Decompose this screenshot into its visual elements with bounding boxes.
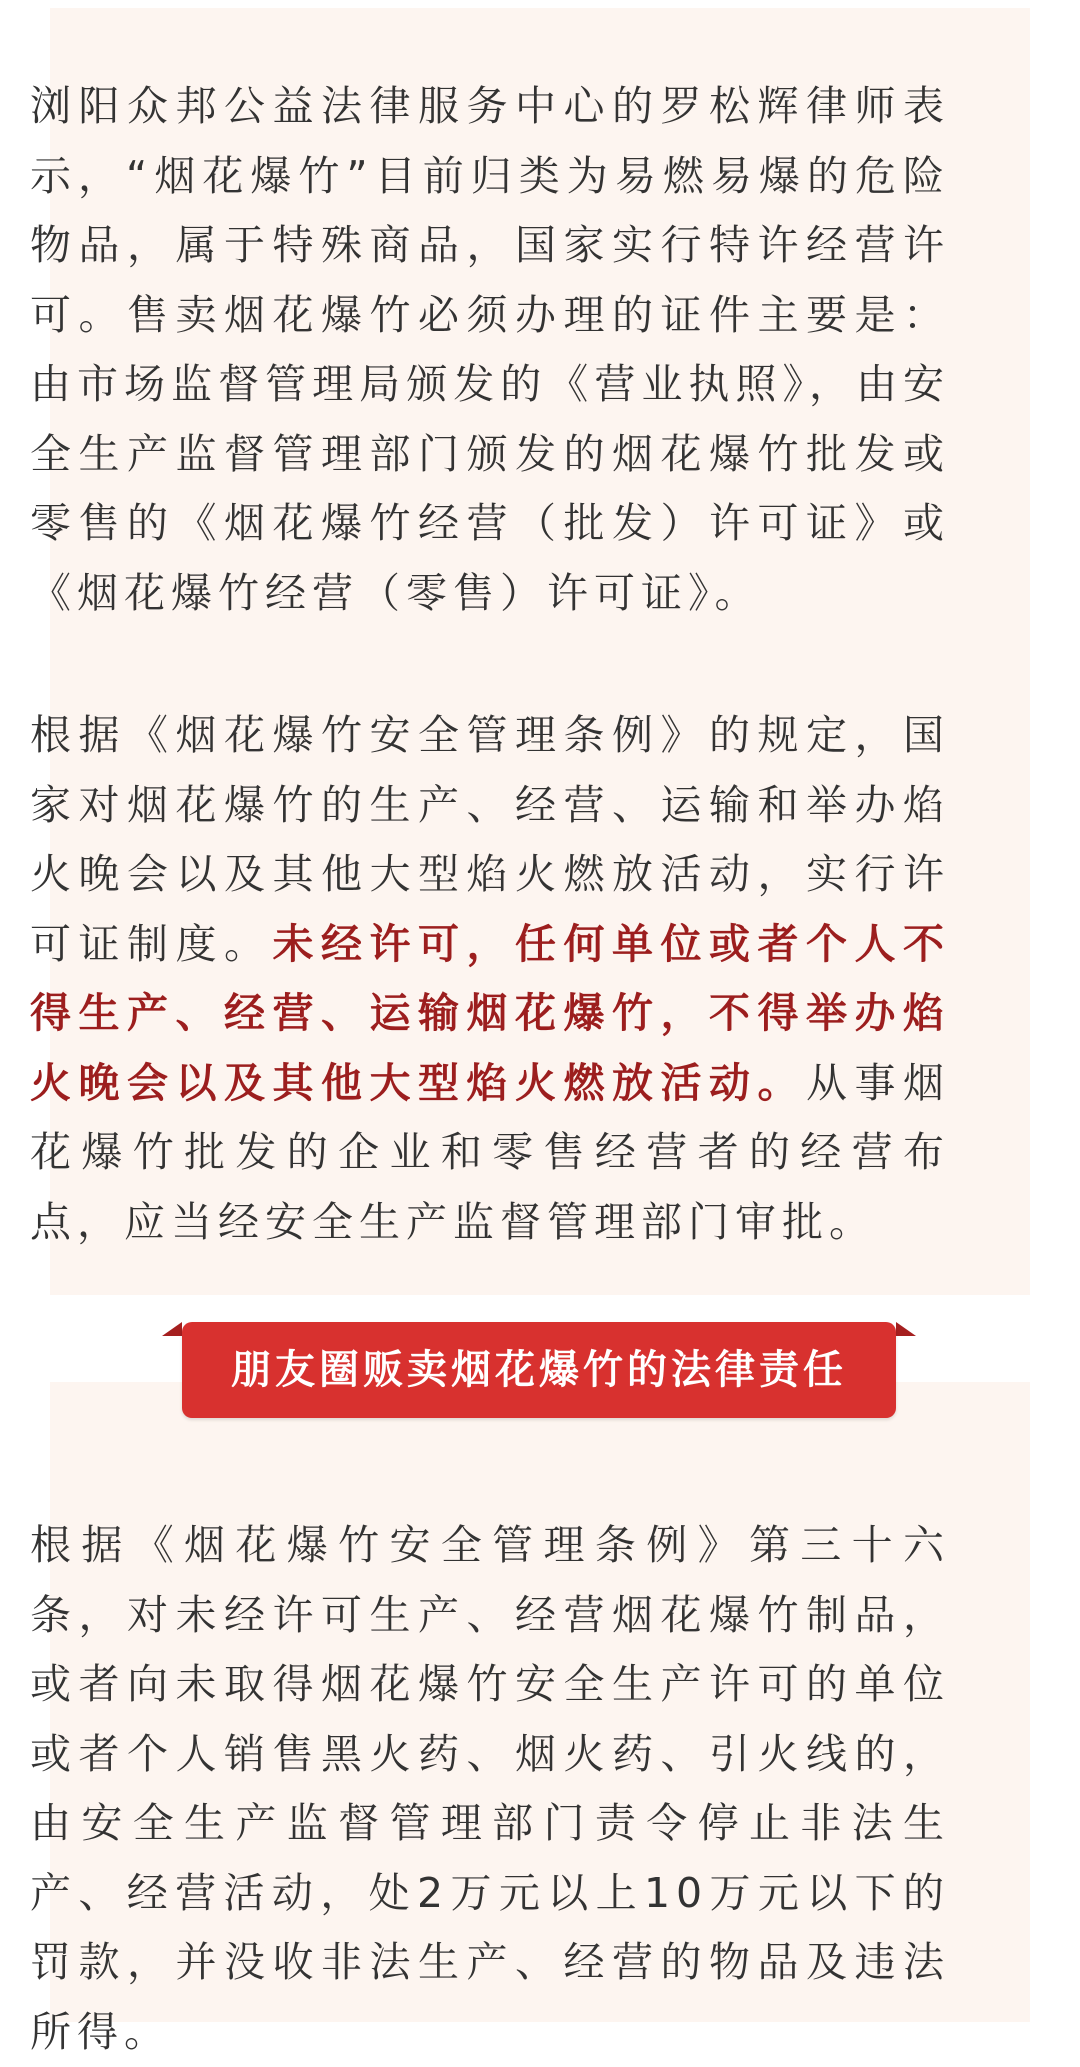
regulation-intro-text: 根据《烟花爆竹安全管理条例》的规定，国家对烟花爆竹的生产、经营、运输和举办焰火晚会以及其他大型焰火燃放活动，实行许可证制度。: [30, 711, 950, 968]
regulation-highlight-text: 未经许可，任何单位或者个人不得生产、经营、运输烟花爆竹，不得举办焰火晚会以及其他大型焰火燃放活动。: [30, 919, 950, 1107]
banner-fold-left: [162, 1322, 182, 1336]
banner-fold-right: [896, 1322, 916, 1336]
section-title-banner: [182, 1322, 896, 1418]
paragraph-license-requirements: 浏阳众邦公益法律服务中心的罗松辉律师表示，“烟花爆竹”目前归类为易燃易爆的危险物品，属于特殊商品，国家实行特许经营许可。售卖烟花爆竹必须办理的证件主要是：由市场监督管理局颁发的《营业执照》，由安全生产监督管理部门颁发的烟花爆竹批发或零售的《烟花爆竹经营（批发）许可证》或《烟花爆竹经营（零售）许可证》。: [30, 82, 950, 617]
section-title: 朋友圈贩卖烟花爆竹的法律责任: [231, 1347, 847, 1393]
paragraph-legal-liability: 根据《烟花爆竹安全管理条例》第三十六条，对未经许可生产、经营烟花爆竹制品，或者向未取得烟花爆竹安全生产许可的单位或者个人销售黑火药、烟火药、引火线的，由安全生产监督管理部门责令停止非法生产、经营活动，处2万元以上10万元以下的罚款，并没收非法生产、经营的物品及违法所得。: [30, 1521, 950, 2056]
regulation-outro-text: 从事烟花爆竹批发的企业和零售经营者的经营布点，应当经安全生产监督管理部门审批。: [30, 1058, 950, 1246]
paragraph-regulation: [30, 701, 950, 1257]
